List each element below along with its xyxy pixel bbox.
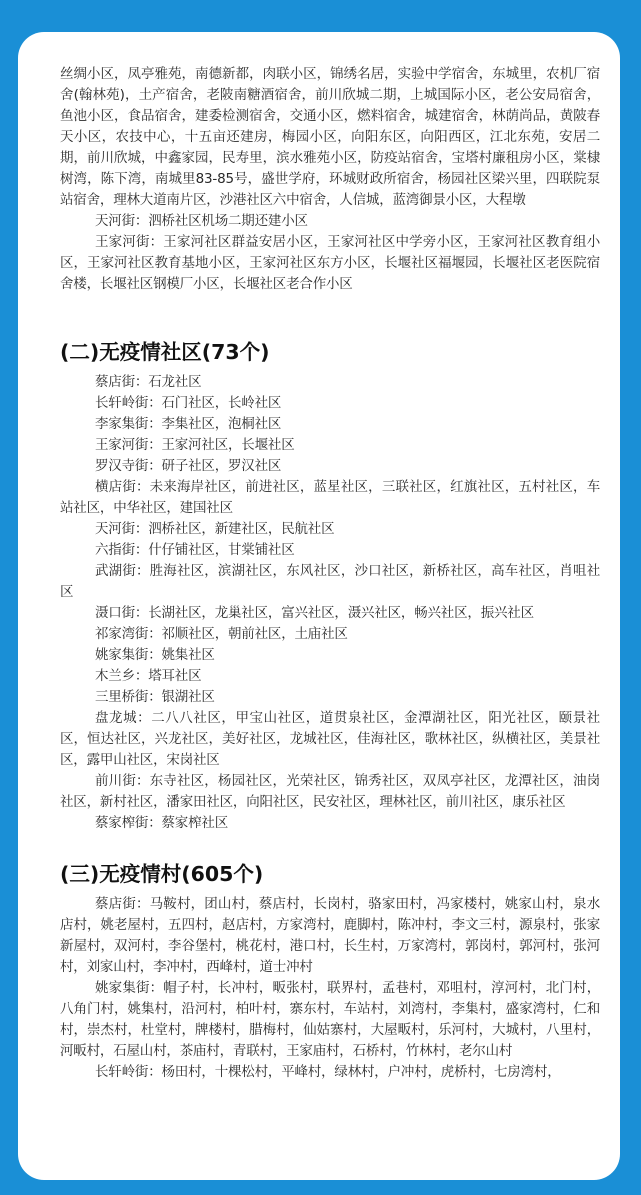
list-item: 祁家湾街：祁顺社区，朝前社区，土庙社区: [95, 626, 348, 642]
list-item: 滠口街：长湖社区，龙巢社区，富兴社区，滠兴社区，畅兴社区，振兴社区: [95, 605, 534, 621]
list-item: 蔡店街：石龙社区: [95, 374, 202, 390]
list-item: 蔡店街：马鞍村，团山村，蔡店村，长岗村，骆家田村，冯家楼村，姚家山村，泉水店村，姚老屋村，五四村，赵店村，方家湾村，鹿脚村，陈冲村，李文三村，源泉村，张家新屋村，双河村，李谷堡村，桃花村，港口村，长生村，万家湾村，郭岗村，郭河村，张河村，刘家山村，李冲村，西峰村，道士冲村: [60, 896, 600, 975]
list-item: 姚家集街：姚集社区: [95, 647, 215, 663]
list-item: 罗汉寺街：研子社区，罗汉社区: [95, 458, 282, 474]
list-item: 长轩岭街：杨田村，十棵松村，平峰村，绿林村，户冲村，虎桥村，七房湾村，: [95, 1064, 561, 1080]
list-item: 前川街：东寺社区，杨园社区，光荣社区，锦秀社区，双凤亭社区，龙潭社区，油岗社区，新村社区，潘家田社区，向阳社区，民安社区，理林社区，前川社区，康乐社区: [60, 773, 600, 810]
list-item: 李家集街：李集社区，泡桐社区: [95, 416, 282, 432]
list-item: 盘龙城：二八八社区，甲宝山社区，道贯泉社区，金潭湖社区，阳光社区，颐景社区，恒达社区，兴龙社区，美好社区，龙城社区，佳海社区，歌林社区，纵横社区，美景社区，露甲山社区，宋岗社区: [60, 710, 600, 768]
notice-body: [60, 64, 600, 1083]
list-item: 武湖街：胜海社区，滨湖社区，东风社区，沙口社区，新桥社区，高车社区，肖咀社区: [60, 563, 600, 600]
list-item: 木兰乡：塔耳社区: [95, 668, 202, 684]
intro-paragraph: 天河街：泗桥社区机场二期还建小区: [95, 213, 308, 229]
list-item: 蔡家榨街：蔡家榨社区: [95, 815, 228, 831]
list-item: 姚家集街：帽子村，长冲村，畈张村，联界村，孟巷村，邓咀村，淳河村，北门村，八角门村，姚集村，沿河村，柏叶村，寨东村，车站村，刘湾村，李集村，盛家湾村，仁和村，崇杰村，杜堂村，牌楼村，腊梅村，仙姑寨村，大屋畈村，乐河村，大城村，八里村，河畈村，石屋山村，茶庙村，青联村，王家庙村，石桥村，竹林村，老尔山村: [60, 980, 600, 1059]
list-item: 六指街：什仔铺社区，甘棠铺社区: [95, 542, 295, 558]
list-item: 天河街：泗桥社区，新建社区，民航社区: [95, 521, 335, 537]
intro-paragraph: 丝绸小区，凤亭雅苑，南德新都，肉联小区，锦绣名居，实验中学宿舍，东城里，农机厂宿舍(翰林苑)，土产宿舍，老陂南糖酒宿舍，前川欣城二期，上城国际小区，老公安局宿舍，鱼池小区，食品宿舍，建委检测宿舍，交通小区，燃料宿舍，城建宿舍，林荫尚品，黄陂春天小区，农技中心，十五亩还建房，梅园小区，向阳东区，向阳西区，江北东苑，安居二期，前川欣城，中鑫家园，民寿里，滨水雅苑小区，防疫站宿舍，宝塔村廉租房小区，棠棣树湾，陈下湾，南城里83-85号，盛世学府，环城财政所宿舍，杨园社区梁兴里，四联院泵站宿舍，理林大道南片区，沙港社区六中宿舍，人信城，蓝湾御景小区，大程墩: [60, 66, 600, 208]
content-card: [18, 32, 620, 1180]
list-item: 横店街：未来海岸社区，前进社区，蓝星社区，三联社区，红旗社区，五村社区，车站社区，中华社区，建国社区: [60, 479, 600, 516]
list-item: 王家河街：王家河社区，长堰社区: [95, 437, 295, 453]
intro-paragraph: 王家河街：王家河社区群益安居小区，王家河社区中学旁小区，王家河社区教育组小区，王家河社区教育基地小区，王家河社区东方小区，长堰社区福堰园，长堰社区老医院宿舍楼，长堰社区钢模厂小区，长堰社区老合作小区: [60, 234, 600, 292]
section-heading-communities: (二)无疫情社区(73个): [60, 340, 270, 364]
list-item: 长轩岭街：石门社区，长岭社区: [95, 395, 282, 411]
list-item: 三里桥街：银湖社区: [95, 689, 215, 705]
section-heading-villages: (三)无疫情村(605个): [60, 862, 264, 886]
